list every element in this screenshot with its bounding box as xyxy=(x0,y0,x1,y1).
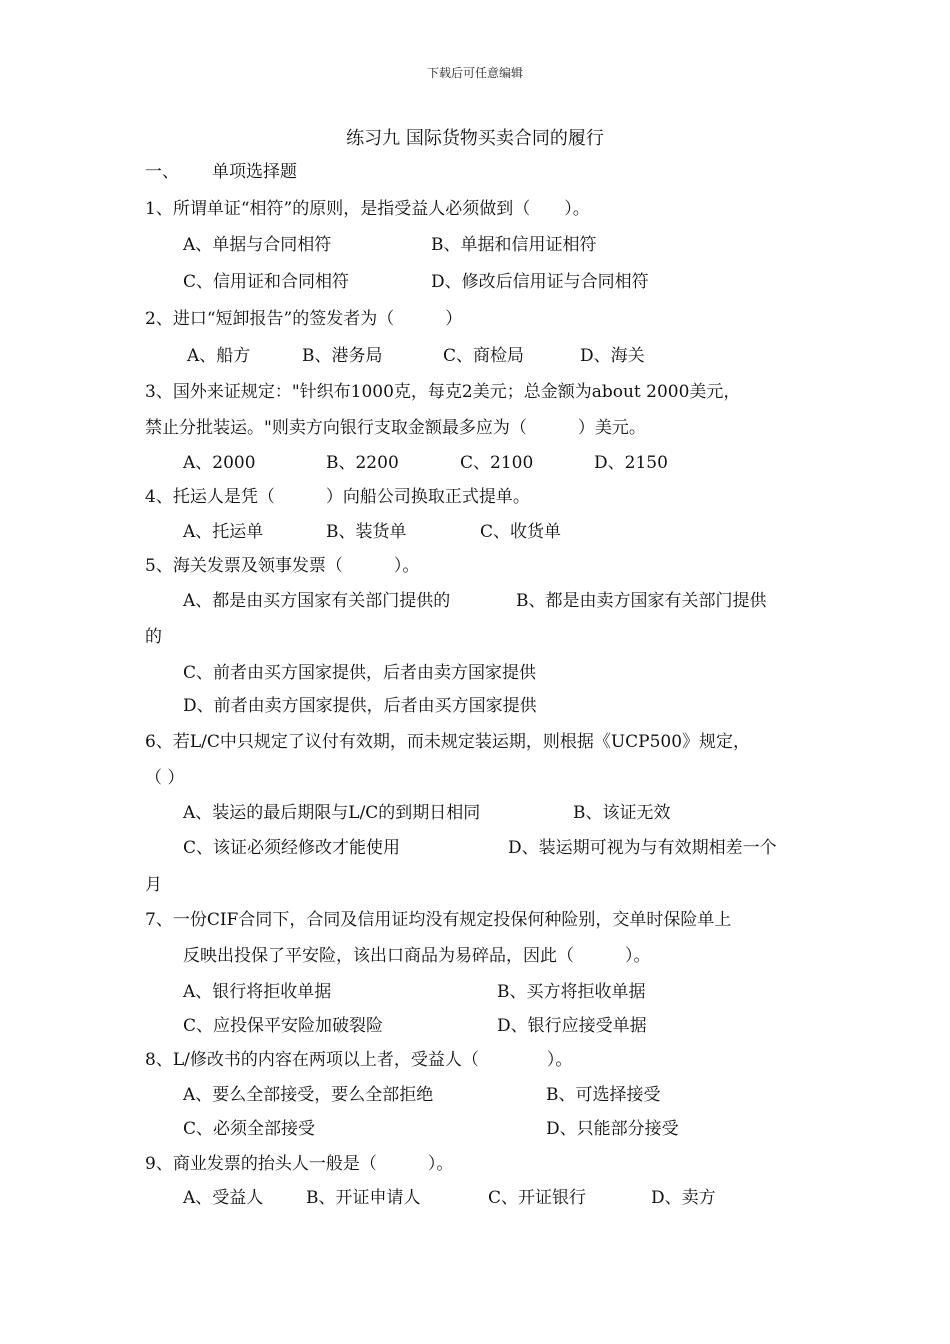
section-label: 单项选择题 xyxy=(212,162,297,182)
question-7-option-d: D、银行应接受单据 xyxy=(497,1016,647,1036)
question-7-stem-line-2: 反映出投保了平安险，该出口商品为易碎品，因此（ ）。 xyxy=(183,946,651,966)
page-header-note: 下载后可任意编辑 xyxy=(426,66,523,80)
question-7-option-b: B、买方将拒收单据 xyxy=(497,982,646,1002)
question-2-option-d: D、海关 xyxy=(580,346,645,366)
question-9-option-a: A、受益人 xyxy=(183,1188,264,1208)
question-4-option-b: B、装货单 xyxy=(326,522,407,542)
question-3-option-b: B、2200 xyxy=(326,453,399,473)
question-4-option-c: C、收货单 xyxy=(480,522,562,542)
question-3-option-d: D、2150 xyxy=(594,453,668,473)
question-8-stem: 8、L/修改书的内容在两项以上者，受益人（ ）。 xyxy=(145,1050,573,1070)
question-1-option-b: B、单据和信用证相符 xyxy=(431,235,597,255)
question-7-stem-line-1: 7、一份CIF合同下，合同及信用证均没有规定投保何种险别，交单时保险单上 xyxy=(145,910,732,930)
question-1-option-a: A、单据与合同相符 xyxy=(183,235,332,255)
question-4-stem: 4、托运人是凭（ ）向船公司换取正式提单。 xyxy=(145,487,530,507)
question-5-option-d: D、前者由卖方国家提供，后者由买方国家提供 xyxy=(183,696,537,716)
question-6-option-a: A、装运的最后期限与L/C的到期日相同 xyxy=(183,803,481,823)
question-2-option-a: A、船方 xyxy=(187,346,251,366)
question-7-option-a: A、银行将拒收单据 xyxy=(183,982,332,1002)
question-8-option-a: A、要么全部接受，要么全部拒绝 xyxy=(183,1085,434,1105)
question-3-stem-line-2: 禁止分批装运。"则卖方向银行支取金额最多应为（ ）美元。 xyxy=(145,418,646,438)
page-title: 练习九 国际货物买卖合同的履行 xyxy=(346,128,604,149)
question-6-option-d: D、装运期可视为与有效期相差一个 xyxy=(508,838,777,858)
question-8-option-c: C、必须全部接受 xyxy=(183,1119,316,1139)
question-1-stem: 1、所谓单证“相符”的原则，是指受益人必须做到（ ）。 xyxy=(145,199,590,219)
question-5-option-c: C、前者由买方国家提供，后者由卖方国家提供 xyxy=(183,663,537,683)
question-2-stem: 2、进口“短卸报告”的签发者为（ ） xyxy=(145,309,463,329)
question-2-option-c: C、商检局 xyxy=(443,346,525,366)
question-4-option-a: A、托运单 xyxy=(183,522,264,542)
question-6-stem-line-2: （ ） xyxy=(145,768,185,788)
question-3-option-c: C、2100 xyxy=(460,453,534,473)
question-2-option-b: B、港务局 xyxy=(302,346,383,366)
question-5-stem: 5、海关发票及领事发票（ ）。 xyxy=(145,556,420,576)
question-9-option-c: C、开证银行 xyxy=(488,1188,587,1208)
question-9-option-d: D、卖方 xyxy=(651,1188,716,1208)
question-6-option-b: B、该证无效 xyxy=(573,803,671,823)
question-7-option-c: C、应投保平安险加破裂险 xyxy=(183,1016,384,1036)
section-number: 一、 xyxy=(145,162,179,182)
question-6-stem-line-1: 6、若L/C中只规定了议付有效期，而未规定装运期，则根据《UCP500》规定， xyxy=(145,732,751,752)
question-3-option-a: A、2000 xyxy=(183,453,256,473)
question-6-option-c: C、该证必须经修改才能使用 xyxy=(183,838,401,858)
question-6-option-d-wrap: 月 xyxy=(145,875,162,895)
question-5-option-a: A、都是由买方国家有关部门提供的 xyxy=(183,591,451,611)
question-8-option-d: D、只能部分接受 xyxy=(546,1119,679,1139)
question-9-option-b: B、开证申请人 xyxy=(306,1188,421,1208)
question-1-option-d: D、修改后信用证与合同相符 xyxy=(431,272,649,292)
question-3-stem-line-1: 3、国外来证规定："针织布1000克，每克2美元；总金额为about 2000美元， xyxy=(145,382,741,402)
question-5-option-b: B、都是由卖方国家有关部门提供 xyxy=(516,591,767,611)
question-1-option-c: C、信用证和合同相符 xyxy=(183,272,350,292)
question-9-stem: 9、商业发票的抬头人一般是（ ）。 xyxy=(145,1154,454,1174)
question-8-option-b: B、可选择接受 xyxy=(546,1085,661,1105)
question-5-option-b-wrap: 的 xyxy=(145,627,162,647)
